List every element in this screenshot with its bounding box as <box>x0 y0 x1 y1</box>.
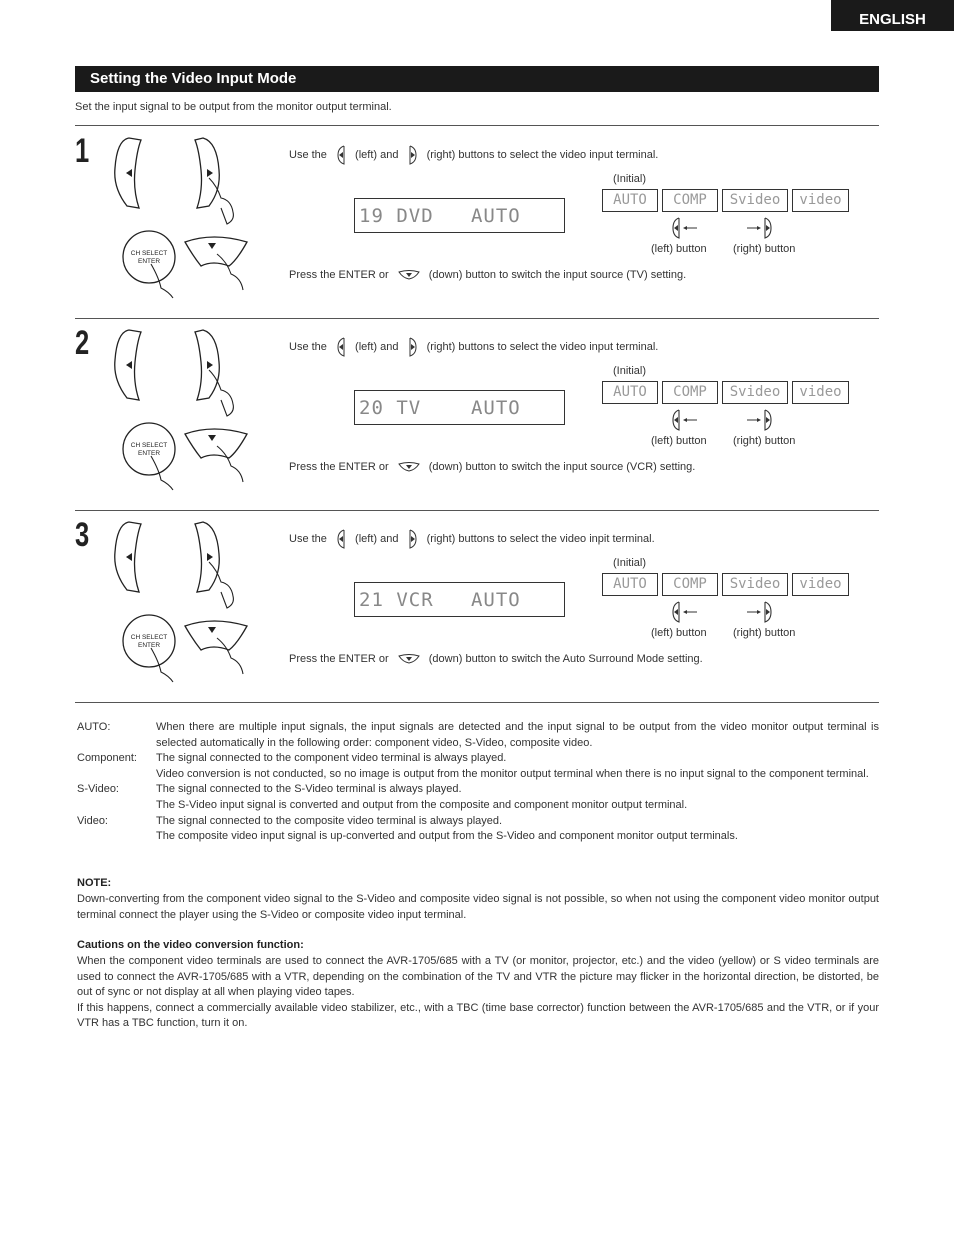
ch-select-label: CH SELECT <box>130 634 168 641</box>
mode-video: video <box>792 573 849 596</box>
initial-label: (Initial) <box>613 173 647 185</box>
left-button-label: (left) button <box>651 627 707 639</box>
enter-instruction: Press the ENTER or (down) button to switch the input source (TV) setting. <box>289 269 687 282</box>
definition-description: When there are multiple input signals, the input signals are detected and the input signal to be output from the video monitor output terminal is selected automatically in the following order: component video, S-Video, composite video. <box>156 721 879 749</box>
step-number: 2 <box>75 324 90 362</box>
remote-illustration <box>109 320 259 500</box>
right-button-label: (right) button <box>733 627 796 639</box>
step-2 <box>75 320 879 512</box>
select-instruction: Use the (left) and (right) buttons to select the video inpit terminal. <box>289 529 655 549</box>
right-button-icon <box>408 337 418 357</box>
down-arrow-icon <box>208 243 216 249</box>
lcd-display <box>354 198 565 233</box>
mode-comp: COMP <box>662 381 718 404</box>
enter-instruction: Press the ENTER or (down) button to switch the input source (VCR) setting. <box>289 461 696 474</box>
definition-item <box>77 782 879 798</box>
initial-label: (Initial) <box>613 557 647 569</box>
hand-icon <box>217 638 243 674</box>
initial-label: (Initial) <box>613 365 647 377</box>
right-arrow-icon <box>207 553 213 561</box>
lcd-display <box>354 390 565 425</box>
right-arrow-icon <box>207 169 213 177</box>
right-button-label: (right) button <box>733 435 796 447</box>
definition-description: The signal connected to the component video terminal is always played. <box>156 752 507 765</box>
step-number: 1 <box>75 132 90 170</box>
note-heading: NOTE: <box>77 877 112 889</box>
section-title: Setting the Video Input Mode <box>90 70 297 87</box>
select-instruction: Use the (left) and (right) buttons to select the video input terminal. <box>289 337 658 357</box>
definition-description: The composite video input signal is up-converted and output from the S-Video and component monitor output terminals. <box>156 830 738 843</box>
note-body: Down-converting from the component video signal to the S-Video and composite video signal is not possible, so when not using the component video monitor output terminal connect the player using the S-Video or composite video input terminal. <box>77 893 879 921</box>
lcd-text: 20 TV AUTO <box>359 397 521 419</box>
hand-icon <box>151 264 173 298</box>
button-direction-icons <box>671 216 781 240</box>
button-direction-icons <box>671 408 781 432</box>
left-button-label: (left) button <box>651 243 707 255</box>
cautions-paragraph-1: When the component video terminals are used to connect the AVR-1705/685 with a TV (or monitor, projector, etc.) and the video (yellow) or S video terminals are used to connect the AVR-1705/685 with a VTR, depending on the combination of the TV and VTR the picture may flicker in the horizontal direction, be distorted, be out of sync or not display at all when playing video tapes. <box>77 955 879 999</box>
definition-item <box>77 751 879 767</box>
down-arrow-icon <box>208 435 216 441</box>
right-arrow-icon <box>207 361 213 369</box>
cautions-heading: Cautions on the video conversion function: <box>77 939 304 951</box>
mode-auto: AUTO <box>602 381 658 404</box>
right-button-label: (right) button <box>733 243 796 255</box>
definition-description: The signal connected to the composite video terminal is always played. <box>156 814 503 827</box>
language-label: ENGLISH <box>859 11 926 28</box>
left-arrow-icon <box>126 553 132 561</box>
step-number: 3 <box>75 516 90 554</box>
mode-comp: COMP <box>662 189 718 212</box>
remote-illustration <box>109 512 259 692</box>
left-arrow-icon <box>126 361 132 369</box>
left-button-icon <box>336 145 346 165</box>
down-button-icon <box>398 654 420 664</box>
definition-item <box>77 767 879 783</box>
definition-term <box>77 798 156 814</box>
right-button-icon <box>408 529 418 549</box>
definition-item <box>77 798 879 814</box>
definition-term: Video: <box>77 814 108 827</box>
enter-instruction: Press the ENTER or (down) button to switch the Auto Surround Mode setting. <box>289 653 703 666</box>
ch-select-label: CH SELECT <box>130 442 168 449</box>
enter-label: ENTER <box>137 642 161 649</box>
divider <box>75 125 879 126</box>
definition-term <box>77 767 156 783</box>
ch-select-enter-button <box>123 423 175 475</box>
intro-text: Set the input signal to be output from the monitor output terminal. <box>75 101 392 113</box>
definition-term: S-Video: <box>77 783 119 796</box>
left-arrow-icon <box>126 169 132 177</box>
hand-icon <box>151 456 173 490</box>
ch-select-enter-button <box>123 231 175 283</box>
lcd-text: 19 DVD AUTO <box>359 205 521 227</box>
definition-description: Video conversion is not conducted, so no image is output from the monitor output terminal when there is no input signal to the component terminal. <box>156 767 869 780</box>
definition-term: Component: <box>77 752 137 765</box>
mode-comp: COMP <box>662 573 718 596</box>
definition-term: AUTO: <box>77 721 111 733</box>
definition-description: The signal connected to the S-Video terminal is always played. <box>156 783 462 796</box>
definition-term <box>77 829 156 845</box>
down-button-graphic <box>185 621 247 650</box>
step-1 <box>75 128 879 320</box>
definition-item <box>77 814 879 830</box>
definition-item <box>77 829 879 845</box>
mode-video: video <box>792 381 849 404</box>
language-tab <box>831 0 954 31</box>
ch-select-enter-button <box>123 615 175 667</box>
definition-list <box>77 720 879 845</box>
mode-svideo: Svideo <box>722 189 788 212</box>
down-button-graphic <box>185 237 247 266</box>
ch-select-label: CH SELECT <box>130 250 168 257</box>
down-button-icon <box>398 462 420 472</box>
hand-icon <box>217 446 243 482</box>
left-button-icon <box>336 529 346 549</box>
remote-illustration <box>109 128 259 308</box>
enter-label: ENTER <box>137 258 161 265</box>
enter-label: ENTER <box>137 450 161 457</box>
left-button-label: (left) button <box>651 435 707 447</box>
lcd-text: 21 VCR AUTO <box>359 589 521 611</box>
mode-video: video <box>792 189 849 212</box>
mode-svideo: Svideo <box>722 381 788 404</box>
hand-icon <box>217 254 243 290</box>
select-instruction: Use the (left) and (right) buttons to select the video input terminal. <box>289 145 658 165</box>
step-3 <box>75 512 879 704</box>
definition-item <box>77 720 879 751</box>
down-button-icon <box>398 270 420 280</box>
lcd-display <box>354 582 565 617</box>
section-header <box>75 66 879 92</box>
mode-svideo: Svideo <box>722 573 788 596</box>
definition-description: The S-Video input signal is converted and output from the composite and component monitor output terminal. <box>156 798 688 811</box>
right-button-icon <box>408 145 418 165</box>
down-arrow-icon <box>208 627 216 633</box>
mode-auto: AUTO <box>602 573 658 596</box>
cautions-body <box>77 954 879 1032</box>
left-button-icon <box>336 337 346 357</box>
mode-auto: AUTO <box>602 189 658 212</box>
cautions-paragraph-2: If this happens, connect a commercially available video stabilizer, etc., with a TBC (time base corrector) function between the AVR-1705/685 and the VTR, or if your VTR has a TBC function, turn it on. <box>77 1001 879 1030</box>
hand-icon <box>151 648 173 682</box>
down-button-graphic <box>185 429 247 458</box>
button-direction-icons <box>671 600 781 624</box>
